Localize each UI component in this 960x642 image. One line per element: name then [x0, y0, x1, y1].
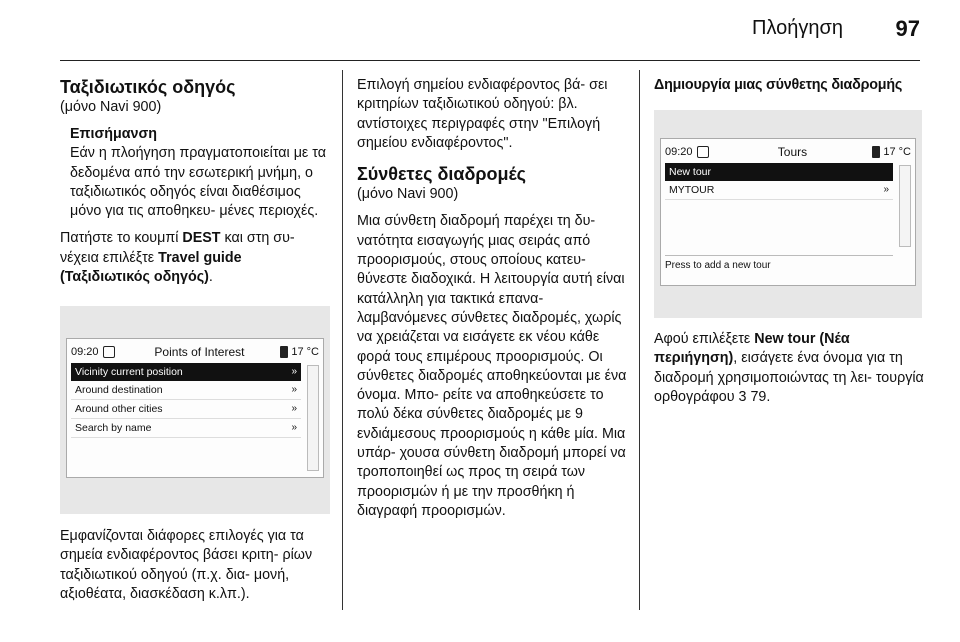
tour-list	[665, 163, 893, 200]
page-reference-link[interactable]: 3 79	[738, 388, 767, 405]
status-bar	[71, 343, 319, 361]
menu-item-mytour[interactable]: MYTOUR »	[665, 181, 893, 200]
scrollbar[interactable]	[307, 365, 319, 471]
display-screen	[66, 338, 324, 478]
clock-icon	[103, 346, 115, 358]
column-divider-2	[639, 70, 640, 610]
new-tour-paragraph: Αφού επιλέξετε New tour (Νέα περιήγηση), εισάγετε ένα όνομα για τη διαδρομή χρησιμοποιώντας τη λει- τουργία ορθογράφου 3 79.	[654, 331, 924, 405]
temperature: 17 °C	[280, 346, 319, 358]
hint-text: Press to add a new tour	[665, 255, 893, 271]
note-block	[60, 125, 330, 221]
menu-item-around-other-cities[interactable]: Around other cities »	[71, 400, 301, 419]
section-heading-complex-routes: Σύνθετες διαδρομές	[357, 164, 527, 185]
column-1	[60, 76, 330, 295]
section-subheading: (μόνο Navi 900)	[60, 99, 162, 115]
column-1-bottom	[60, 527, 330, 612]
menu-list	[71, 363, 301, 438]
column-2	[357, 76, 629, 529]
page-number: 97	[895, 16, 920, 41]
status-bar	[665, 143, 911, 161]
instruction-paragraph: Πατήστε το κουμπί DEST και στη συ- νέχεια επιλέξτε Travel guide (Ταξιδιωτικός οδηγός).	[60, 230, 295, 286]
section-subheading: (μόνο Navi 900)	[357, 186, 459, 203]
travel-guide-label: Travel guide (Ταξιδιωτικός οδηγός)	[60, 249, 242, 286]
clock-time: 09:20	[665, 146, 693, 158]
chevron-right-icon: »	[291, 366, 297, 377]
menu-item-new-tour[interactable]: New tour	[665, 163, 893, 181]
dest-key-label: DEST	[182, 230, 221, 247]
running-title: Πλοήγηση	[752, 17, 843, 39]
clock-time: 09:20	[71, 346, 99, 358]
column-divider-1	[342, 70, 343, 610]
chevron-right-icon: »	[291, 422, 297, 433]
new-tour-label: New tour (Νέα περιήγηση)	[654, 331, 850, 367]
thermometer-icon	[280, 346, 288, 358]
options-paragraph: Εμφανίζονται διάφορες επιλογές για τα σημεία ενδιαφέροντος βάσει κριτη- ρίων ταξιδιωτικού οδηγού (π.χ. δια- μονή, αξιοθέατα, διασκέδαση κ.λπ.).	[60, 528, 313, 602]
screenshot-points-of-interest	[60, 306, 330, 514]
menu-item-vicinity[interactable]: Vicinity current position »	[71, 363, 301, 381]
header-rule	[60, 60, 920, 61]
note-title: Επισήμανση	[70, 126, 157, 143]
clock-icon	[697, 146, 709, 158]
chevron-right-icon: »	[291, 384, 297, 395]
screen-title: Tours	[777, 145, 808, 159]
note-body: Εάν η πλοήγηση πραγματοποιείται με τα δεδομένα από την εσωτερική μνήμη, ο ταξιδιωτικός οδηγός είναι διαθέσιμος μόνο για τις αποθηκευ- μένες περιοχές.	[70, 145, 326, 220]
section-heading-travel-guide: Ταξιδιωτικός οδηγός	[60, 77, 236, 97]
chevron-right-icon: »	[291, 403, 297, 414]
menu-item-search-by-name[interactable]: Search by name »	[71, 419, 301, 438]
temperature: 17 °C	[872, 146, 911, 158]
section-heading-create-route: Δημιουργία μιας σύνθετης διαδρομής	[654, 77, 903, 93]
screenshot-tours	[654, 110, 922, 318]
poi-selection-paragraph: Επιλογή σημείου ενδιαφέροντος βά- σει κριτηρίων ταξιδιωτικού οδηγού: βλ. αντίστοιχες περιγραφές στην "Επιλογή σημείου ενδιαφέροντος".	[357, 77, 608, 151]
screen-title: Points of Interest	[154, 345, 245, 359]
chevron-right-icon: »	[883, 184, 889, 195]
scrollbar[interactable]	[899, 165, 911, 247]
complex-routes-paragraph: Μια σύνθετη διαδρομή παρέχει τη δυ- νατότητα εισαγωγής μιας σειράς από προορισμούς, στους οποίους κατευ- θύνεστε διαδοχικά. Η λειτουργία αυτή είναι κατάλληλη για τακτικά επανα- λαμβανόμενες σύνθετες διαδρομές, χωρίς να χρειάζεται να εισάγετε εκ νέου κάθε φορά τους επιμέρους προορισμούς. Οι σύνθετες διαδρομές αποθηκεύονται με ένα όνομα. Μπο- ρείτε να αποθηκεύσετε το πολύ δέκα σύνθετες διαδρομές με 9 ενδιάμεσους προορισμούς η κάθε μία. Μια υπάρ- χουσα σύνθετη διαδρομή μπορεί να τροποποιηθεί ως προς τη σειρά των προορισμών ή με την προσθήκη ή διαγραφή προορισμών.	[357, 213, 627, 519]
display-screen	[660, 138, 916, 286]
thermometer-icon	[872, 146, 880, 158]
column-3-bottom	[654, 330, 926, 415]
menu-item-around-destination[interactable]: Around destination »	[71, 381, 301, 400]
column-3	[654, 76, 926, 95]
